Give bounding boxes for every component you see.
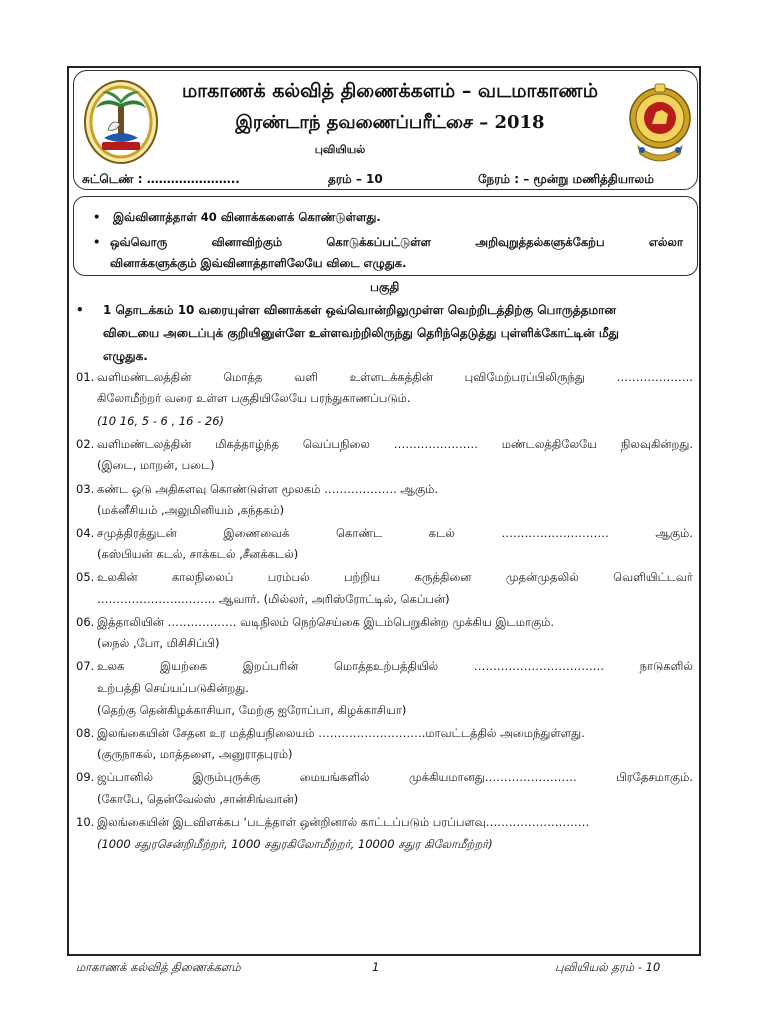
question-5-line-2: …………………..…….. ஆவார். (மில்லர், அரிஸ்ரோட்டில், கெப்பன்): [97, 592, 450, 606]
question-word: புவிமேற்பரப்பிலிருந்து: [464, 370, 585, 384]
question-number: 09.: [76, 770, 95, 784]
question-word: பிரதேசமாகும்.: [616, 770, 693, 784]
question-word: மொத்தஉற்பத்தியில்: [333, 659, 439, 673]
question-number: 05.: [76, 570, 95, 584]
question-number: 10.: [76, 815, 95, 829]
question-word: சமுத்திரத்துடன்: [97, 526, 177, 540]
question-10-options: (1000 சதுரசென்றிமீற்றர், 1000 சதுரகிலோமீற்றர், 10000 சதுர கிலோமீற்றர்): [97, 837, 493, 851]
section-title: பகுதி: [370, 280, 400, 294]
question-word: இணைவைக்: [223, 526, 290, 540]
question-8-options: (குருநாகல், மாத்தளை, அனுராதபுரம்): [97, 747, 293, 761]
instruction-word: கொடுக்கப்பட்டுள்ள: [326, 235, 431, 249]
question-1-line-1: [97, 370, 693, 386]
instruction-word: எல்லா: [648, 235, 683, 249]
question-7-options: (தெற்கு தென்கிழக்காசியா, மேற்கு ஐரோப்பா, கிழக்காசியா): [97, 703, 407, 717]
bullet-icon: •: [93, 235, 101, 249]
question-word: ஜப்பானில்: [97, 770, 154, 784]
direction-line-3: எழுதுக.: [103, 349, 148, 363]
question-4-line-1: [97, 526, 693, 542]
question-word: நாடுகளில்: [639, 659, 693, 673]
question-word: மையங்களில்: [299, 770, 370, 784]
bullet-icon: •: [93, 210, 101, 224]
direction-line-1: 1 தொடக்கம் 10 வரையுள்ள வினாக்கள் ஒவ்வொன்றிலுமுள்ள வெற்றிடத்திற்கு பொருத்தமான: [103, 303, 617, 317]
question-number: 02.: [76, 437, 95, 451]
question-1-line-2: கிலோமீற்றர் வரை உள்ள பகுதியிலேயே பரந்துகாணப்படும்.: [97, 391, 411, 405]
question-9-line-1: [97, 770, 693, 786]
footer-department: மாகாணக் கல்வித் திணைக்களம்: [76, 960, 241, 974]
instruction-line-2-words: [110, 235, 683, 251]
question-word: இறப்பரின்: [242, 659, 299, 673]
question-9-options: (கோபே, தென்வேல்ஸ் ,சான்சிங்வான்): [97, 792, 299, 806]
question-word: உலகின்: [97, 570, 138, 584]
question-6-line-1: இத்தாலியின் ……………… வடிநிலம் நெற்செய்கை இடம்பெறுகின்ற முக்கிய இடமாகும்.: [97, 615, 555, 629]
question-word: முதன்முதலில்: [505, 570, 579, 584]
question-word: காலநிலைப்: [171, 570, 234, 584]
question-7-line-1: [97, 659, 693, 675]
instruction-line-1: [95, 210, 381, 226]
question-word: மொத்த: [223, 370, 263, 384]
question-3-options: (மக்னீசியம் ,அலுமினியம் ,கந்தகம்): [97, 503, 285, 517]
national-emblem-icon: [628, 80, 692, 166]
question-word: வளிமண்டலத்தின்: [97, 370, 192, 384]
question-number: 04.: [76, 526, 95, 540]
answer-blank: ………………….: [393, 437, 478, 451]
grade-label: தரம் – 10: [328, 172, 383, 186]
question-word: வெப்பநிலை: [302, 437, 370, 451]
question-8-line-1: இலங்கையின் சேதன உர மத்தியநிலையம் ……………………….மாவட்டத்தில் அமைந்துள்ளது.: [97, 726, 585, 740]
question-word: மண்டலத்திலேயே: [501, 437, 598, 451]
instruction-word: வினாவிற்கும்: [211, 235, 283, 249]
answer-blank: ………………..: [616, 370, 693, 384]
question-word: வளிமண்டலத்தின்: [97, 437, 192, 451]
index-number-field: சுட்டெண் : …………………..: [82, 172, 240, 186]
question-5-line-1: [97, 570, 693, 586]
department-emblem-icon: [82, 78, 160, 166]
question-1-options: (10 16, 5 - 6 , 16 - 26): [97, 414, 224, 428]
question-word: வளி: [294, 370, 318, 384]
bullet-icon: •: [76, 303, 84, 317]
question-word: உள்ளடக்கத்தின்: [349, 370, 433, 384]
instruction-text-1: இவ்வினாத்தாள் 40 வினாக்களைக் கொண்டுள்ளது.: [113, 210, 381, 224]
footer-subject-grade: புவியியல் தரம் - 10: [555, 960, 661, 974]
question-word: உலக: [97, 659, 125, 673]
question-2-options: (இடை, மாறன், படை): [97, 458, 215, 472]
question-word: கருத்தினை: [414, 570, 472, 584]
question-word: பரம்பல்: [267, 570, 310, 584]
subject-label: புவியியல்: [314, 143, 366, 156]
question-word: நிலவுகின்றது.: [620, 437, 693, 451]
question-3-line-1: கண்ட ஒடு அதிகளவு கொண்டுள்ள மூலகம் ………………. ஆகும்.: [97, 482, 439, 496]
question-number: 01.: [76, 370, 95, 384]
instruction-word: அறிவுறுத்தல்களுக்கேற்ப: [475, 235, 605, 249]
question-word: இயற்கை: [159, 659, 208, 673]
answer-blank: …………………………….: [473, 659, 605, 673]
instruction-word: ஒவ்வொரு: [110, 235, 168, 249]
question-number: 03.: [76, 482, 95, 496]
question-word: பற்றிய: [343, 570, 381, 584]
question-10-line-1: இலங்கையின் இடவிளக்கப ‘படத்தாள் ஒன்றினால் காட்டப்படும் பரப்பளவு………………………: [97, 815, 590, 829]
question-number: 06.: [76, 615, 95, 629]
answer-blank: முக்கியமானது……………………: [408, 770, 577, 784]
time-label: நேரம் : – மூன்று மணித்தியாலம்: [478, 172, 654, 186]
instruction-line-3: வினாக்களுக்கும் இவ்வினாத்தாளிலேயே விடை எழுதுக.: [110, 256, 407, 270]
question-7-line-2: உற்பத்தி செய்யப்படுகின்றது.: [97, 681, 249, 695]
question-word: இரும்புருக்கு: [192, 770, 261, 784]
answer-blank: ……………………….: [501, 526, 609, 540]
page-number: 1: [372, 960, 380, 974]
question-6-options: (நைல் ,போ, மிசிசிப்பி): [97, 636, 220, 650]
question-4-options: (கஸ்பியன் கடல், சாக்கடல் ,சீனக்கடல்): [97, 547, 299, 561]
question-word: கடல்: [428, 526, 455, 540]
question-word: ஆகும்.: [655, 526, 693, 540]
question-word: கொண்ட: [336, 526, 383, 540]
question-word: மிகத்தாழ்ந்த: [215, 437, 280, 451]
question-number: 07.: [76, 659, 95, 673]
direction-line-2: விடையை அடைப்புக் குறியினுள்ளே உள்ளவற்றிலிருந்து தெரிந்தெடுத்து புள்ளிக்கோட்டின் மீது: [103, 326, 619, 340]
question-word: வெளியிட்டவர்: [613, 570, 693, 584]
department-title: மாகாணக் கல்வித் திணைக்களம் – வடமாகாணம்: [181, 80, 599, 102]
question-2-line-1: [97, 437, 693, 453]
exam-title: இரண்டாந் தவணைப்பரீட்சை – 2018: [235, 112, 545, 133]
question-number: 08.: [76, 726, 95, 740]
